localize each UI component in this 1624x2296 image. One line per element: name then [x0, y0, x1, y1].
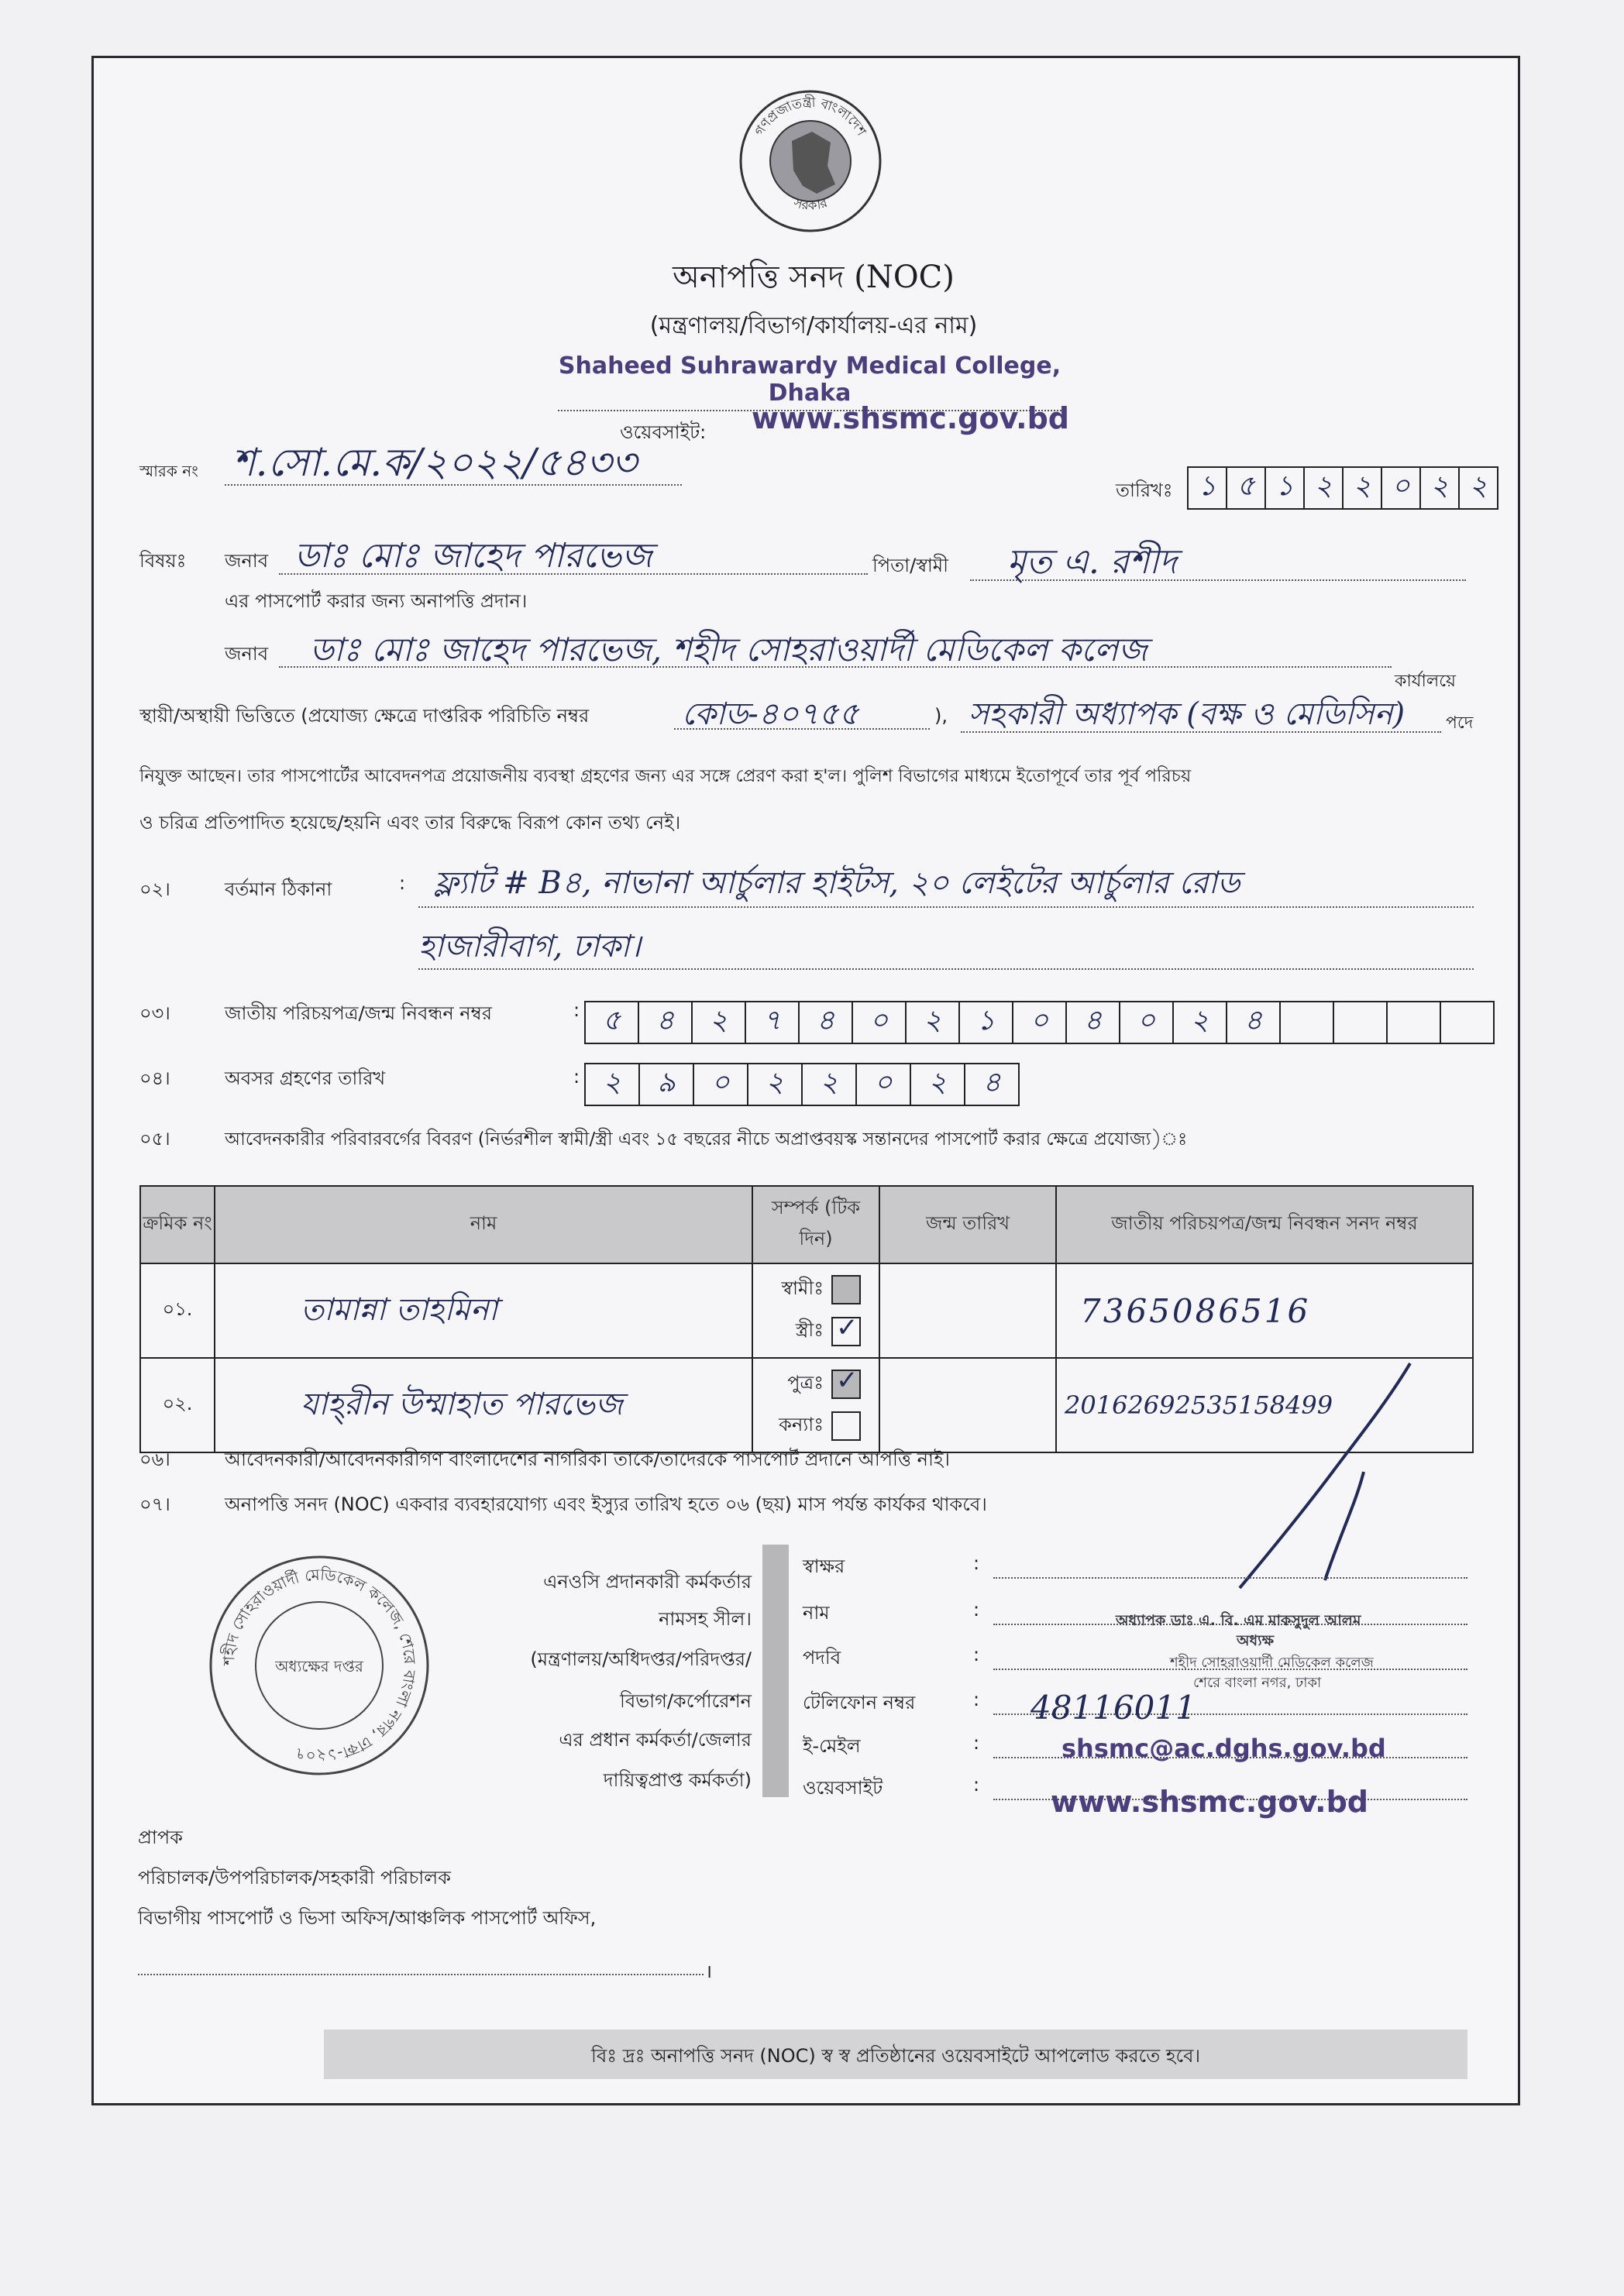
col-header-dob: জন্ম তারিখ: [879, 1186, 1056, 1263]
digit-box: ৭: [745, 1001, 800, 1044]
field-label-website: ওয়েবসাইট: [803, 1777, 883, 1799]
family-label: আবেদনকারীর পরিবারবর্গের বিবরণ (নির্ভরশীল স্বামী/স্ত্রী এবং ১৫ বছরের নীচে অপ্রাপ্তবয়স্ক সন্তানদের পাসপোর্ট করার ক্ষেত্রে প্রযোজ্য)ঃ: [225, 1129, 1188, 1150]
field-label-name: নাম: [803, 1602, 830, 1624]
digit-box: ২: [1172, 1001, 1227, 1044]
digit-box: ৫: [584, 1001, 639, 1044]
round-seal-lettering: শহীদ সোহরাওয়ার্দী মেডিকেল কলেজ, শেরে বাংলা নগর, ঢাকা-১২০৭: [218, 1565, 420, 1766]
date-label: তারিখঃ: [1116, 479, 1173, 501]
address-number: ০২।: [139, 878, 170, 900]
memo-line: [225, 484, 682, 486]
recipient-line-1: পরিচালক/উপপরিচালক/সহকারী পরিচালক: [138, 1867, 451, 1889]
designation: সহকারী অধ্যাপক (বক্ষ ও মেডিসিন): [969, 696, 1406, 732]
row-nid: 20162692535158499: [1056, 1358, 1473, 1452]
vertical-strip: [762, 1545, 789, 1797]
body-mr-label: জনাব: [225, 643, 269, 665]
digit-box: ৫: [1226, 466, 1266, 510]
note-6-text: আবেদনকারী/আবেদনকারীগণ বাংলাদেশের নাগরিক। তাকে/তাদেরকে পাসপোর্ট প্রদানে আপত্তি নাই।: [225, 1449, 951, 1470]
field-colon: :: [973, 1599, 980, 1621]
address-line-2: হাজারীবাগ, ঢাকা।: [418, 929, 642, 964]
retire-label: অবসর গ্রহণের তারিখ: [225, 1067, 386, 1089]
row-serial: ০১.: [140, 1263, 215, 1358]
field-label-email: ই-মেইল: [803, 1735, 861, 1757]
relation-label-wife: স্ত্রীঃ: [795, 1319, 824, 1341]
address-colon: :: [399, 872, 406, 894]
digit-box: ২: [1303, 466, 1344, 510]
officer-phone: 48116011: [1030, 1689, 1196, 1727]
note-6-number: ০৬।: [139, 1449, 170, 1470]
table-row: [140, 1263, 1473, 1358]
digit-box: ২: [801, 1063, 857, 1106]
digit-box: ২: [1342, 466, 1382, 510]
stamp-officer-designation: অধ্যক্ষ: [1237, 1632, 1275, 1649]
relation-label-son: পুত্রঃ: [787, 1372, 824, 1394]
body-line-2-mid: ),: [934, 705, 948, 727]
digit-box: ৪: [638, 1001, 693, 1044]
page-subtitle: (মন্ত্রণালয়/বিভাগ/কার্যালয়-এর নাম): [649, 312, 978, 339]
digit-box: ৪: [1226, 1001, 1281, 1044]
website-link[interactable]: www.shsmc.gov.bd: [752, 401, 1069, 435]
father-name: মৃত এ. রশীদ: [1007, 542, 1177, 582]
officer-email[interactable]: shsmc@ac.dghs.gov.bd: [1061, 1734, 1386, 1763]
officer-website[interactable]: www.shsmc.gov.bd: [1051, 1785, 1368, 1819]
recipient-label: প্রাপক: [138, 1827, 183, 1848]
nid-label: জাতীয় পরিচয়পত্র/জন্ম নিবন্ধন নম্বর: [225, 1002, 492, 1024]
digit-box: [1333, 1001, 1388, 1044]
digit-box: [1386, 1001, 1441, 1044]
recipient-line-3: [138, 1974, 704, 1975]
officer-line-2: নামসহ সীল।: [659, 1608, 752, 1630]
round-seal-inner: অধ্যক্ষের দপ্তর: [275, 1657, 363, 1676]
officer-line-1: এনওসি প্রদানকারী কর্মকর্তার: [543, 1571, 752, 1593]
officer-line-5: এর প্রধান কর্মকর্তা/জেলার: [559, 1729, 752, 1751]
family-number: ০৫।: [139, 1128, 170, 1150]
digit-box: ০: [852, 1001, 907, 1044]
col-header-relation: সম্পর্ক (টিক দিন): [752, 1186, 879, 1263]
official-id-number: কোড-৪০৭৫৫: [682, 696, 859, 732]
seal-lettering-top: গণপ্রজাতন্ত্রী বাংলাদেশ: [752, 95, 869, 139]
row-serial: ০২.: [140, 1358, 215, 1452]
digit-box: [1279, 1001, 1334, 1044]
col-header-name: নাম: [215, 1186, 752, 1263]
stamp-address: শেরে বাংলা নগর, ঢাকা: [1193, 1675, 1322, 1691]
government-seal: [736, 87, 885, 235]
digit-box: ২: [1458, 466, 1498, 510]
memo-label: স্মারক নং: [139, 462, 198, 480]
digit-box: [1440, 1001, 1495, 1044]
retire-colon: :: [573, 1066, 580, 1088]
field-colon: :: [973, 1732, 980, 1754]
stamp-org: শহীদ সোহরাওয়ার্দী মেডিকেল কলেজ: [1170, 1655, 1374, 1671]
body-line-2-prefix: স্থায়ী/অস্থায়ী ভিত্তিতে (প্রযোজ্য ক্ষেত্রে দাপ্তরিক পরিচিতি নম্বর: [139, 705, 590, 727]
row-dob: [879, 1358, 1056, 1452]
checkbox-son[interactable]: [831, 1365, 861, 1399]
digit-box: ২: [584, 1063, 640, 1106]
round-office-seal: [203, 1549, 435, 1782]
digit-box: ৯: [638, 1063, 694, 1106]
digit-box: ৪: [1065, 1001, 1120, 1044]
stamp-officer-name: অধ্যাপক ডাঃ এ. বি. এম মাকসুদুল আলম: [1116, 1612, 1361, 1629]
officer-line-6: দায়িত্বপ্রাপ্ত কর্মকর্তা): [603, 1769, 752, 1791]
body-line-4: ও চরিত্র প্রতিপাদিত হয়েছে/হয়নি এবং তার বিরুদ্ধে বিরূপ কোন তথ্য নেই।: [139, 812, 681, 834]
office-suffix: কার্যালয়ে: [1395, 672, 1457, 691]
digit-box: ০: [855, 1063, 911, 1106]
retire-number: ০৪।: [139, 1067, 170, 1089]
note-7-number: ০৭।: [139, 1493, 170, 1515]
signature-line: [993, 1577, 1467, 1579]
digit-box: ০: [693, 1063, 748, 1106]
signature-stroke: [1209, 1348, 1488, 1611]
checkbox-wife[interactable]: [831, 1312, 861, 1346]
page-title: অনাপত্তি সনদ (NOC): [673, 260, 955, 295]
note-7-text: অনাপত্তি সনদ (NOC) একবার ব্যবহারযোগ্য এবং ইস্যুর তারিখ হতে ০৬ (ছয়) মাস পর্যন্ত কার্যকর থাকবে।: [225, 1493, 987, 1515]
row-nid: 7365086516: [1056, 1263, 1473, 1358]
field-colon: :: [973, 1552, 980, 1574]
digit-box: ২: [910, 1063, 965, 1106]
digit-box: ২: [905, 1001, 960, 1044]
row-relation: [752, 1263, 879, 1358]
retire-boxes: [586, 1063, 1020, 1106]
row-name: যাহ্‌রীন উম্মাহাত পারভেজ: [215, 1358, 752, 1452]
row-name: তামান্না তাহমিনা: [215, 1263, 752, 1358]
seal-lettering-bottom: সরকার: [791, 194, 830, 214]
digit-box: ০: [1119, 1001, 1174, 1044]
organization-name: Shaheed Suhrawardy Medical College, Dhaka: [558, 352, 1061, 411]
relation-label-husband: স্বামীঃ: [781, 1277, 824, 1299]
nid-boxes: [586, 1001, 1495, 1044]
nid-number-label-num: ০৩।: [139, 1002, 170, 1024]
applicant-name: ডাঃ মোঃ জাহেদ পারভেজ: [294, 536, 652, 576]
digit-box: ২: [747, 1063, 803, 1106]
memo-number: শ.সো.মে.ক/২০২২/৫৪৩৩: [232, 440, 637, 485]
digit-box: ০: [1012, 1001, 1067, 1044]
digit-box: ২: [1419, 466, 1460, 510]
col-header-serial: ক্রমিক নং: [140, 1186, 215, 1263]
address-line-1: ফ্ল্যাট # B৪, নাভানা আর্চুলার হাইটস, ২০ লেইটের আর্চুলার রোড: [434, 865, 1240, 901]
designation-suffix: পদে: [1446, 713, 1474, 733]
field-colon: :: [973, 1774, 980, 1796]
checkbox-daughter[interactable]: [831, 1411, 861, 1441]
digit-box: ১: [1264, 466, 1305, 510]
website-label: ওয়েবসাইট:: [620, 421, 707, 443]
digit-box: ৪: [798, 1001, 853, 1044]
field-label-phone: টেলিফোন নম্বর: [803, 1692, 916, 1713]
digit-box: ০: [1381, 466, 1421, 510]
checkmark-icon: ✓: [836, 1365, 858, 1396]
field-label-signature: স্বাক্ষর: [803, 1555, 845, 1577]
officer-line-3: (মন্ত্রণালয়/অধিদপ্তর/পরিদপ্তর/: [530, 1648, 752, 1670]
digit-box: ৪: [964, 1063, 1020, 1106]
nid-colon: :: [573, 999, 580, 1021]
row-relation: [752, 1358, 879, 1452]
officer-line-4: বিভাগ/কর্পোরেশন: [620, 1690, 752, 1712]
field-colon: :: [973, 1644, 980, 1665]
subject-line-2: এর পাসপোর্ট করার জন্য অনাপত্তি প্রদান।: [225, 590, 528, 612]
recipient-end: ।: [705, 1961, 713, 1982]
date-boxes: [1189, 466, 1498, 510]
subject-mr-label: জনাব: [225, 550, 269, 572]
field-label-designation: পদবি: [803, 1647, 841, 1669]
checkmark-icon: ✓: [836, 1312, 858, 1343]
body-name-office: ডাঃ মোঃ জাহেদ পারভেজ, শহীদ সোহরাওয়ার্দী মেডিকেল কলেজ: [310, 631, 1147, 669]
digit-box: ২: [691, 1001, 746, 1044]
col-header-nid: জাতীয় পরিচয়পত্র/জন্ম নিবন্ধন সনদ নম্বর: [1056, 1186, 1473, 1263]
footer-note: বিঃ দ্রঃ অনাপত্তি সনদ (NOC) স্ব স্ব প্রতিষ্ঠানের ওয়েবসাইটে আপলোড করতে হবে।: [590, 2045, 1201, 2067]
row-dob: [879, 1263, 1056, 1358]
digit-box: ১: [1187, 466, 1227, 510]
recipient-line-2: বিভাগীয় পাসপোর্ট ও ভিসা অফিস/আঞ্চলিক পাসপোর্ট অফিস,: [138, 1907, 597, 1929]
field-colon: :: [973, 1689, 980, 1710]
address-label: বর্তমান ঠিকানা: [225, 878, 332, 900]
checkbox-husband[interactable]: [831, 1275, 861, 1304]
digit-box: ১: [958, 1001, 1013, 1044]
father-label: পিতা/স্বামী: [872, 555, 948, 576]
subject-label: বিষয়ঃ: [139, 550, 187, 572]
relation-label-daughter: কন্যাঃ: [779, 1414, 824, 1435]
body-line-3: নিযুক্ত আছেন। তার পাসপোর্টের আবেদনপত্র প্রয়োজনীয় ব্যবস্থা গ্রহণের জন্য এর সঙ্গে প্রেরণ করা হ'ল। পুলিশ বিভাগের মাধ্যমে ইতোপূর্বে তার পূর্ব পরিচয়: [139, 766, 1192, 786]
